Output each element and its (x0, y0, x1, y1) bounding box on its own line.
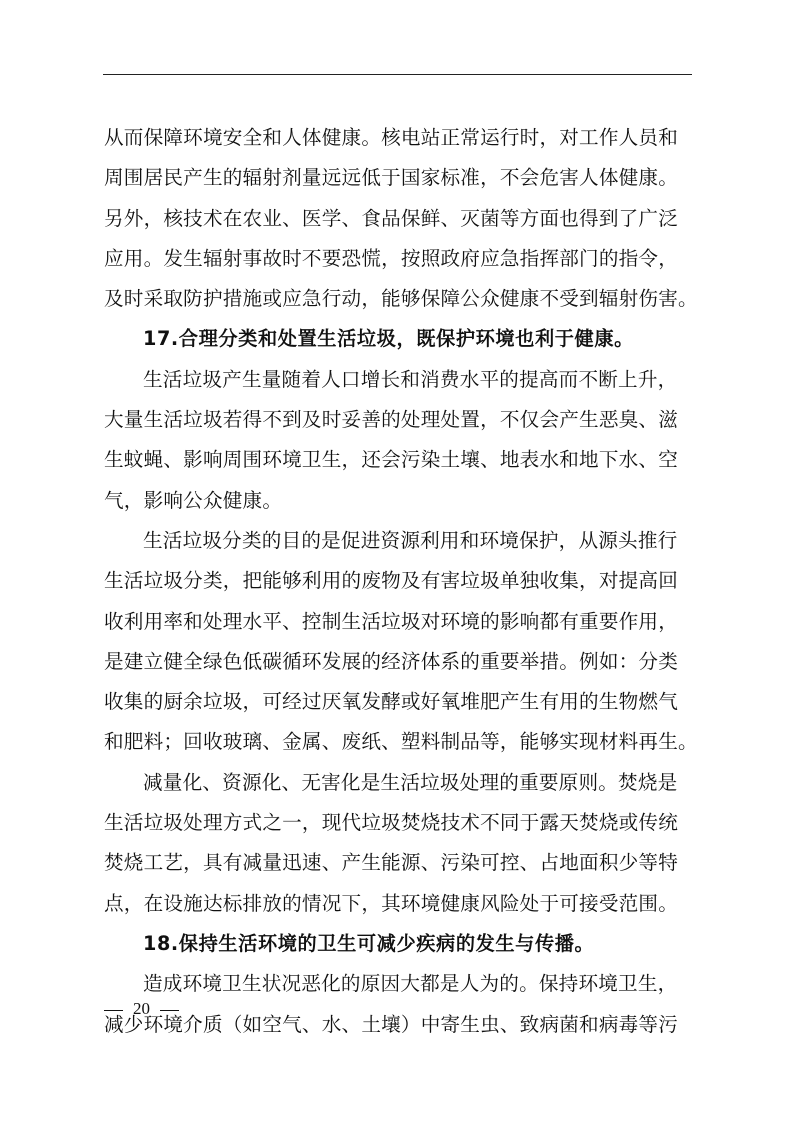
text-line: 是建立健全绿色低碳循环发展的经济体系的重要举措。例如：分类 (104, 649, 679, 673)
footer-dash-right (160, 1010, 179, 1011)
section-heading-18: 18.保持生活环境的卫生可减少疾病的发生与传播。 (143, 931, 595, 955)
text-line: 减量化、资源化、无害化是生活垃圾处理的重要原则。焚烧是 (143, 770, 678, 794)
text-line: 大量生活垃圾若得不到及时妥善的处理处置，不仅会产生恶臭、滋 (104, 408, 679, 432)
text-line: 另外，核技术在农业、医学、食品保鲜、灭菌等方面也得到了广泛 (104, 206, 679, 230)
text-line: 和肥料；回收玻璃、金属、废纸、塑料制品等，能够实现材料再生。 (104, 730, 698, 754)
text-line: 焚烧工艺，具有减量迅速、产生能源、污染可控、占地面积少等特 (104, 851, 679, 875)
body-text (104, 118, 698, 1045)
text-line: 造成环境卫生状况恶化的原因大都是人为的。保持环境卫生， (143, 972, 678, 996)
text-line: 及时采取防护措施或应急行动，能够保障公众健康不受到辐射伤害。 (104, 287, 698, 311)
text-line: 生活垃圾分类的目的是促进资源利用和环境保护，从源头推行 (143, 528, 678, 552)
text-line: 收利用率和处理水平、控制生活垃圾对环境的影响都有重要作用， (104, 609, 679, 633)
text-line: 周围居民产生的辐射剂量远远低于国家标准，不会危害人体健康。 (104, 166, 679, 190)
text-line: 生活垃圾产生量随着人口增长和消费水平的提高而不断上升， (143, 367, 678, 391)
text-line: 收集的厨余垃圾，可经过厌氧发酵或好氧堆肥产生有用的生物燃气 (104, 690, 679, 714)
text-line: 气，影响公众健康。 (104, 488, 283, 512)
text-line: 从而保障环境安全和人体健康。核电站正常运行时，对工作人员和 (104, 126, 679, 149)
footer-dash-left (104, 1010, 123, 1011)
section-heading-17: 17.合理分类和处置生活垃圾，既保护环境也利于健康。 (143, 327, 634, 351)
text-line: 应用。发生辐射事故时不要恐慌，按照政府应急指挥部门的指令， (104, 246, 679, 270)
text-line: 生活垃圾分类，把能够利用的废物及有害垃圾单独收集，对提高回 (104, 569, 679, 593)
text-line: 生蚊蝇、影响周围环境卫生，还会污染土壤、地表水和地下水、空 (104, 448, 679, 472)
text-line: 点，在设施达标排放的情况下，其环境健康风险处于可接受范围。 (104, 891, 679, 915)
text-line: 减少环境介质（如空气、水、土壤）中寄生虫、致病菌和病毒等污 (104, 1012, 679, 1036)
page-number: 20 (133, 999, 150, 1018)
page-footer (104, 997, 189, 1021)
header-rule (103, 74, 692, 75)
text-line: 生活垃圾处理方式之一，现代垃圾焚烧技术不同于露天焚烧或传统 (104, 811, 679, 835)
